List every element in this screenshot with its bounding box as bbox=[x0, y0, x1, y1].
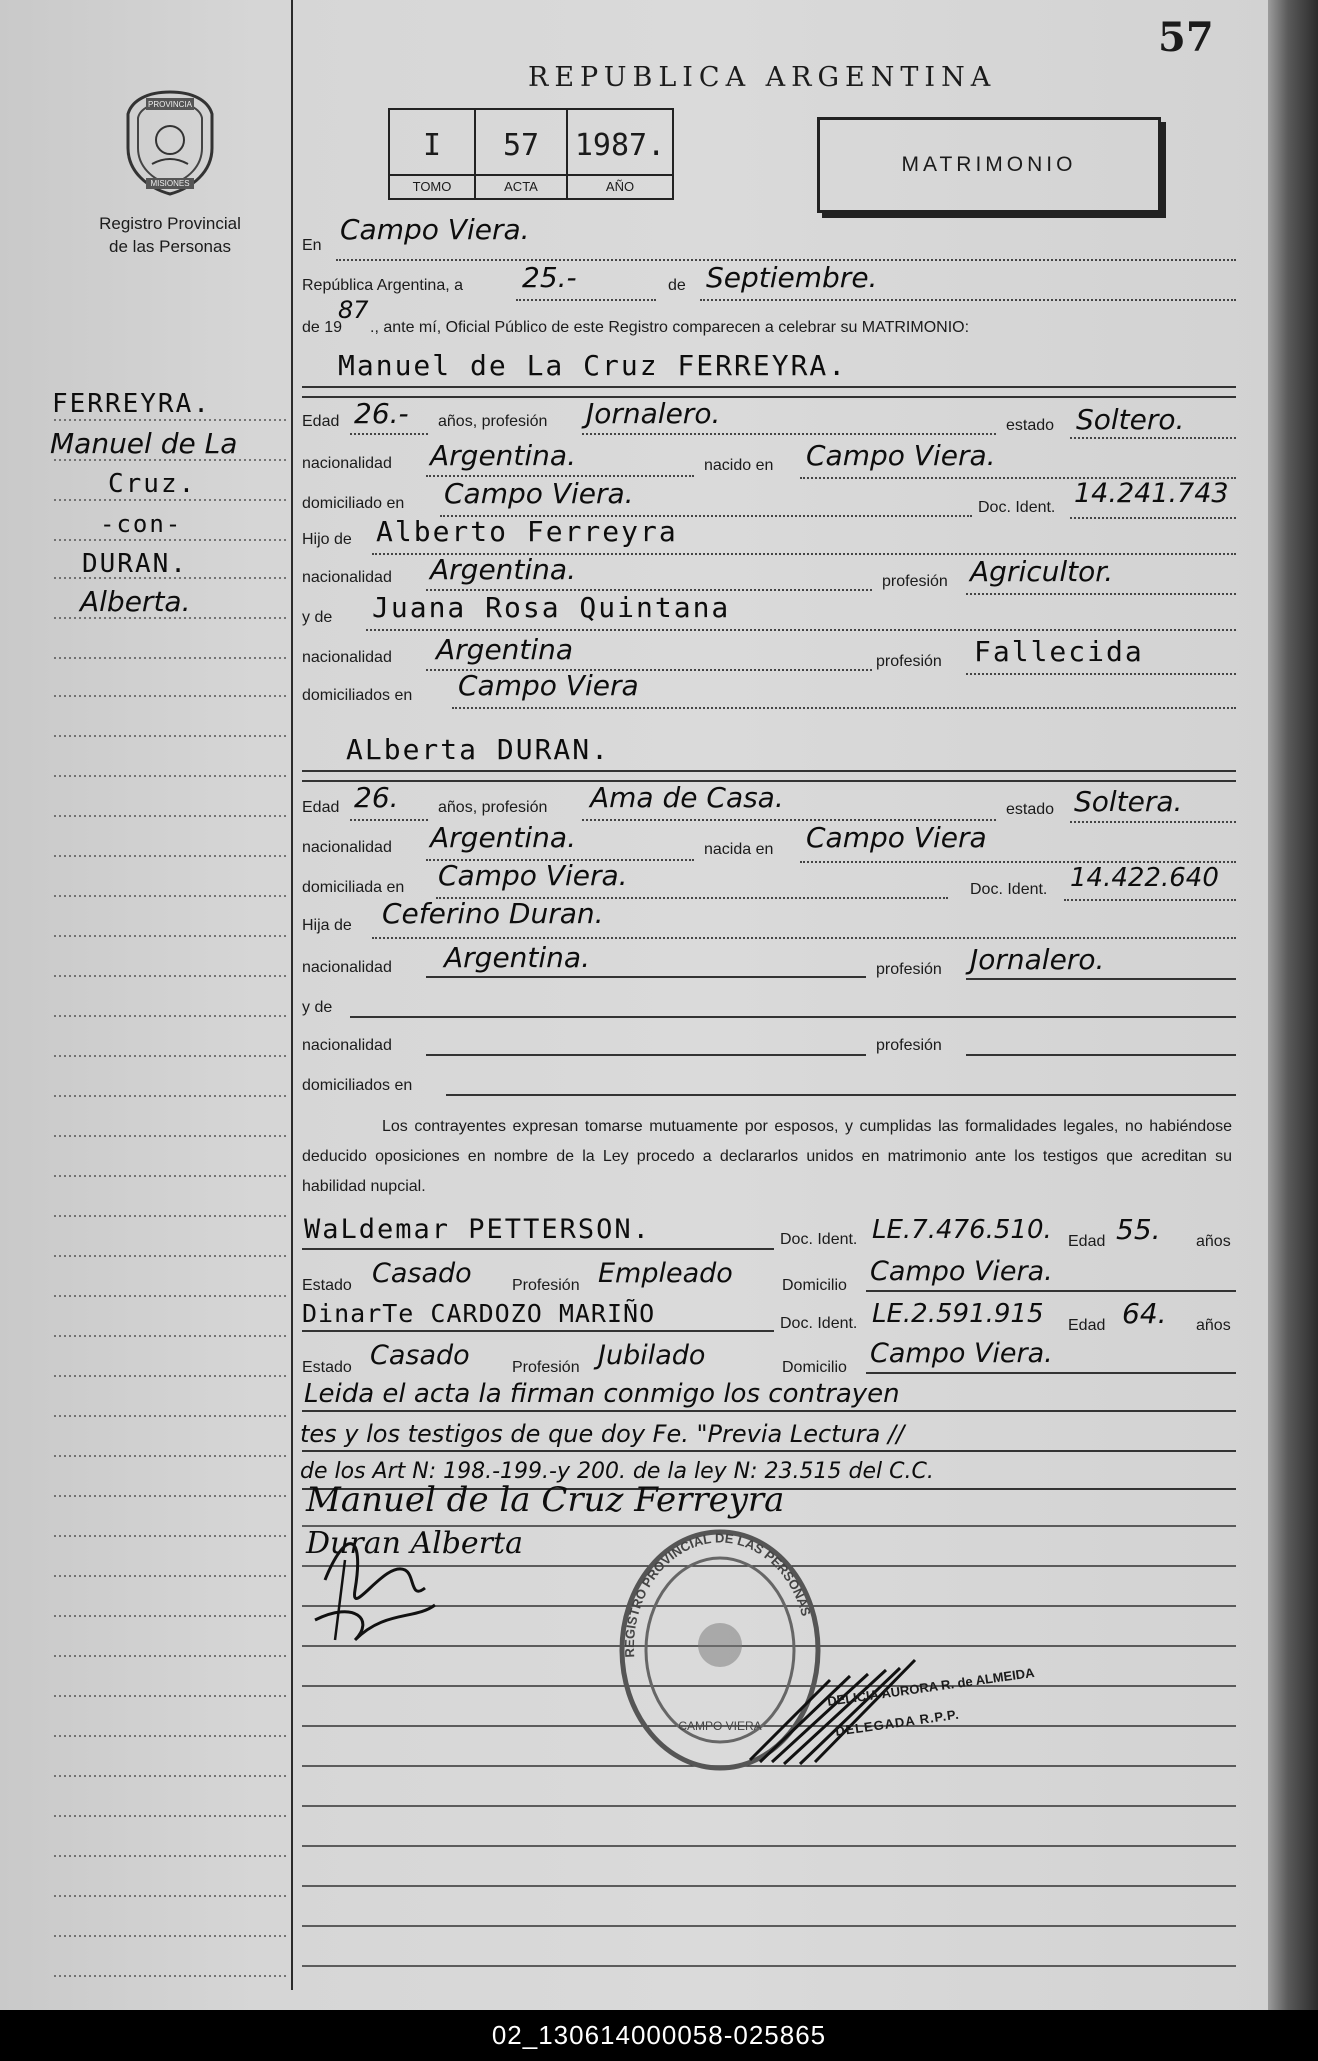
groom-age: 26.- bbox=[354, 397, 409, 430]
label-nacionalidad: nacionalidad bbox=[302, 1037, 392, 1054]
margin-note-line: Manuel de La bbox=[50, 427, 238, 460]
bride-profession: Ama de Casa. bbox=[590, 781, 784, 814]
label-doc-ident: Doc. Ident. bbox=[978, 499, 1056, 516]
officer-title: DELEGADA R.P.P. bbox=[834, 1706, 961, 1739]
groom-father: Alberto Ferreyra bbox=[376, 515, 678, 548]
label-de-19: de 19 bbox=[302, 319, 343, 336]
record-type: MATRIMONIO bbox=[901, 153, 1077, 176]
ano-cell bbox=[568, 110, 672, 198]
witness-1-domicile: Campo Viera. bbox=[870, 1256, 1053, 1287]
witness-2-status: Casado bbox=[370, 1340, 470, 1371]
bride-age: 26. bbox=[354, 781, 399, 814]
label-y-de: y de bbox=[302, 609, 333, 626]
line bbox=[302, 1248, 774, 1250]
registry-name-line1: Registro Provincial bbox=[99, 214, 241, 233]
ano-value: 1987. bbox=[574, 128, 666, 163]
witness-2-profession: Jubilado bbox=[598, 1340, 706, 1371]
closing-line: Leida el acta la firman conmigo los contrayen bbox=[304, 1379, 900, 1409]
line bbox=[452, 706, 1236, 709]
line bbox=[426, 1054, 866, 1056]
margin-note-line: Alberta. bbox=[80, 585, 191, 618]
label-edad: Edad bbox=[302, 799, 340, 816]
label-nacionalidad: nacionalidad bbox=[302, 839, 392, 856]
line bbox=[582, 432, 996, 435]
registry-name-line2: de las Personas bbox=[109, 237, 231, 256]
label-nacionalidad: nacionalidad bbox=[302, 455, 392, 472]
label-nacido-en: nacido en bbox=[704, 457, 774, 474]
label-en: En bbox=[302, 237, 322, 254]
label-estado: Estado bbox=[302, 1277, 352, 1294]
label-doc-ident: Doc. Ident. bbox=[780, 1231, 858, 1248]
label-anos: años bbox=[1196, 1233, 1231, 1250]
groom-residence: Campo Viera. bbox=[444, 477, 634, 510]
line bbox=[350, 432, 428, 435]
label-hija-de: Hija de bbox=[302, 917, 352, 934]
label-domiciliados-en: domiciliados en bbox=[302, 1077, 413, 1094]
tomo-value: I bbox=[422, 128, 442, 163]
groom-birthplace: Campo Viera. bbox=[806, 439, 996, 472]
label-anos: años bbox=[1196, 1317, 1231, 1334]
line bbox=[966, 672, 1236, 675]
label-anos-profesion: años, profesión bbox=[438, 799, 548, 816]
line bbox=[1070, 516, 1236, 519]
declaration-text: Los contrayentes expresan tomarse mutuamente por esposos, y cumplidas las formalidades legales, no habiéndose deducido oposiciones en nombre de la Ley procedo a declararlos unidos en matrimonio ante los testigos que acreditan su habilidad nupcial. bbox=[302, 1118, 1232, 1195]
label-nacionalidad: nacionalidad bbox=[302, 959, 392, 976]
margin-note-line: DURAN. bbox=[82, 549, 188, 579]
groom-father-nationality: Argentina. bbox=[430, 553, 576, 586]
groom-mother-profession: Fallecida bbox=[974, 635, 1144, 668]
label-profesion: profesión bbox=[876, 1037, 942, 1054]
bride-name: ALberta DURAN. bbox=[346, 733, 611, 766]
witness-1-name: WaLdemar PETTERSON. bbox=[304, 1214, 651, 1245]
witness-1-age: 55. bbox=[1116, 1213, 1161, 1246]
label-y-de: y de bbox=[302, 999, 333, 1016]
label-nacionalidad: nacionalidad bbox=[302, 649, 392, 666]
seal-bottom-text: MISIONES bbox=[150, 179, 190, 188]
line bbox=[302, 1410, 1236, 1412]
groom-doc: 14.241.743 bbox=[1074, 478, 1229, 509]
line bbox=[866, 1372, 1236, 1374]
acta-value: 57 bbox=[502, 128, 540, 163]
line bbox=[516, 298, 656, 301]
label-domiciliados-en: domiciliados en bbox=[302, 687, 413, 704]
groom-parents-residence: Campo Viera bbox=[458, 669, 639, 702]
bride-birthplace: Campo Viera bbox=[806, 821, 987, 854]
acta-cell bbox=[476, 110, 568, 198]
line bbox=[350, 1016, 1236, 1018]
signature-bride: Duran Alberta bbox=[306, 1526, 523, 1561]
bride-status: Soltera. bbox=[1074, 785, 1183, 818]
label-comparecen: ., ante mí, Oficial Público de este Registro comparecen a celebrar su MATRIMONIO: bbox=[370, 319, 970, 336]
line bbox=[302, 1330, 774, 1332]
record-type-box bbox=[817, 117, 1161, 213]
line bbox=[366, 628, 1236, 631]
line bbox=[1064, 898, 1236, 901]
line bbox=[866, 1290, 1236, 1292]
line bbox=[302, 396, 1236, 398]
witness-2-domicile: Campo Viera. bbox=[870, 1338, 1053, 1369]
closing-line: de los Art N: 198.-199.-y 200. de la ley N: 23.515 del C.C. bbox=[300, 1459, 934, 1484]
label-estado: Estado bbox=[302, 1359, 352, 1376]
groom-profession: Jornalero. bbox=[586, 397, 721, 430]
bride-father: Ceferino Duran. bbox=[382, 897, 604, 930]
label-edad: Edad bbox=[302, 413, 340, 430]
line bbox=[426, 976, 866, 978]
page-number: 57 bbox=[1158, 14, 1214, 61]
label-doc-ident: Doc. Ident. bbox=[970, 881, 1048, 898]
officer-name: DELICIA AURORA R. de ALMEIDA bbox=[826, 1664, 1036, 1709]
label-anos-profesion: años, profesión bbox=[438, 413, 548, 430]
label-domicilio: Domicilio bbox=[782, 1359, 847, 1376]
witness-2-age: 64. bbox=[1122, 1297, 1167, 1330]
line bbox=[302, 1450, 1236, 1452]
label-profesion: profesión bbox=[876, 961, 942, 978]
line bbox=[966, 1054, 1236, 1056]
label-domicilio: Domicilio bbox=[782, 1277, 847, 1294]
record-number-box bbox=[388, 108, 674, 200]
bride-residence: Campo Viera. bbox=[438, 859, 628, 892]
ceremony-day: 25.- bbox=[522, 261, 577, 294]
witness-1-profession: Empleado bbox=[598, 1258, 733, 1289]
acta-label: ACTA bbox=[476, 174, 566, 198]
margin-note-line: FERREYRA. bbox=[52, 389, 211, 419]
groom-mother-nationality: Argentina bbox=[436, 633, 574, 666]
label-estado: estado bbox=[1006, 801, 1055, 818]
line bbox=[350, 818, 428, 821]
seal-top-text: PROVINCIA bbox=[147, 100, 193, 109]
witness-1-status: Casado bbox=[372, 1258, 472, 1289]
stamp-office: CAMPO VIERA bbox=[678, 1719, 762, 1733]
groom-father-profession: Agricultor. bbox=[970, 555, 1114, 588]
line bbox=[1070, 436, 1236, 439]
groom-mother: Juana Rosa Quintana bbox=[372, 591, 731, 624]
margin-note-line: Cruz. bbox=[108, 469, 197, 499]
witness-2-doc: LE.2.591.915 bbox=[872, 1299, 1044, 1329]
label-profesion: profesión bbox=[882, 573, 948, 590]
ceremony-year: 87 bbox=[338, 296, 369, 324]
line bbox=[966, 978, 1236, 980]
label-nacionalidad: nacionalidad bbox=[302, 569, 392, 586]
bride-doc: 14.422.640 bbox=[1070, 863, 1219, 893]
label-profesion: Profesión bbox=[512, 1359, 580, 1376]
line bbox=[966, 592, 1236, 595]
tomo-label: TOMO bbox=[390, 174, 474, 198]
label-profesion: Profesión bbox=[512, 1277, 580, 1294]
label-estado: estado bbox=[1006, 417, 1055, 434]
line bbox=[372, 936, 1236, 939]
line bbox=[1070, 820, 1236, 823]
label-republica: República Argentina, a bbox=[302, 277, 463, 294]
officer-signature-icon bbox=[740, 1640, 1040, 1770]
label-edad: Edad bbox=[1068, 1233, 1106, 1250]
stamp-text: REGISTRO PROVINCIAL DE LAS PERSONAS bbox=[621, 1530, 814, 1658]
label-de: de bbox=[668, 277, 686, 294]
margin-divider bbox=[291, 0, 293, 1990]
line bbox=[700, 298, 1236, 301]
line bbox=[302, 770, 1236, 772]
groom-nationality: Argentina. bbox=[430, 439, 576, 472]
witness-1-doc: LE.7.476.510. bbox=[872, 1215, 1052, 1245]
label-domiciliado-en: domiciliado en bbox=[302, 495, 405, 512]
document-code: 02_130614000058-025865 bbox=[0, 2010, 1318, 2061]
witness-2-name: DinarTe CARDOZO MARIÑO bbox=[302, 1299, 656, 1328]
groom-status: Soltero. bbox=[1076, 403, 1185, 436]
bride-father-nationality: Argentina. bbox=[444, 941, 590, 974]
label-edad: Edad bbox=[1068, 1317, 1106, 1334]
ceremony-place: Campo Viera. bbox=[340, 213, 530, 246]
country-heading: REPUBLICA ARGENTINA bbox=[528, 62, 997, 93]
ano-label: AÑO bbox=[568, 174, 672, 198]
closing-line: tes y los testigos de que doy Fe. "Previa Lectura // bbox=[300, 1420, 905, 1448]
line bbox=[446, 1094, 1236, 1096]
bride-father-profession: Jornalero. bbox=[970, 943, 1105, 976]
tomo-cell bbox=[390, 110, 476, 198]
label-hijo-de: Hijo de bbox=[302, 531, 352, 548]
label-profesion: profesión bbox=[876, 653, 942, 670]
line bbox=[302, 386, 1236, 388]
label-doc-ident: Doc. Ident. bbox=[780, 1315, 858, 1332]
book-binding bbox=[1268, 0, 1318, 2010]
signature-groom: Manuel de la Cruz Ferreyra bbox=[306, 1480, 785, 1520]
bride-nationality: Argentina. bbox=[430, 821, 576, 854]
label-nacida-en: nacida en bbox=[704, 841, 774, 858]
label-domiciliada-en: domiciliada en bbox=[302, 879, 405, 896]
margin-ruled-lines bbox=[54, 0, 286, 1990]
margin-note-line: -con- bbox=[100, 510, 183, 538]
groom-name: Manuel de La Cruz FERREYRA. bbox=[338, 349, 848, 382]
ceremony-month: Septiembre. bbox=[706, 261, 878, 294]
